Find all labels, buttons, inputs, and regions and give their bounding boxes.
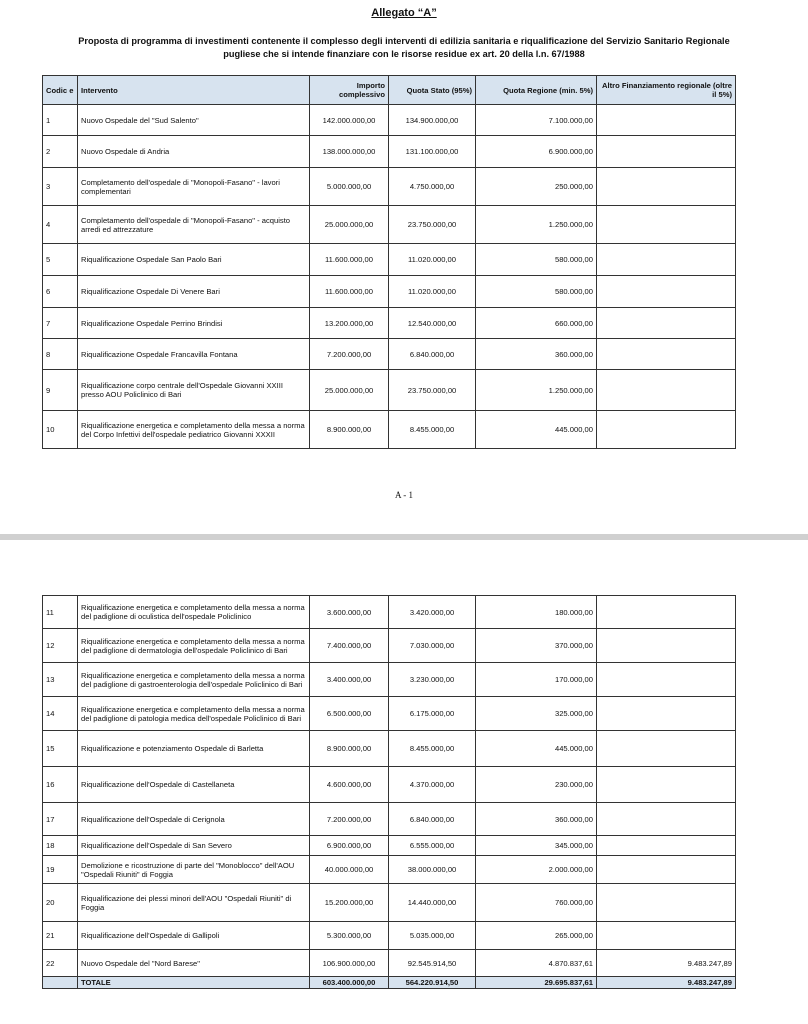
cell-importo: 15.200.000,00 bbox=[310, 884, 389, 922]
cell-total-importo: 603.400.000,00 bbox=[310, 977, 389, 989]
cell-quota-regione: 1.250.000,00 bbox=[476, 206, 597, 244]
cell-altro bbox=[597, 136, 736, 168]
table-row bbox=[43, 884, 736, 922]
subtitle-line-2: pugliese che si intende finanziare con le risorse residue ex art. 20 della l.n. 67/1988 bbox=[223, 49, 585, 59]
table-row bbox=[43, 836, 736, 856]
cell-codice: 4 bbox=[43, 206, 78, 244]
header-codice: Codic e bbox=[43, 76, 78, 105]
cell-codice: 12 bbox=[43, 629, 78, 663]
cell-quota-stato: 6.555.000,00 bbox=[389, 836, 476, 856]
cell-intervento: Riqualificazione Ospedale Di Venere Bari bbox=[78, 276, 310, 308]
total-row bbox=[43, 977, 736, 989]
cell-importo: 3.400.000,00 bbox=[310, 663, 389, 697]
table-row bbox=[43, 803, 736, 836]
table-row bbox=[43, 663, 736, 697]
cell-quota-regione: 7.100.000,00 bbox=[476, 105, 597, 136]
cell-altro bbox=[597, 731, 736, 767]
cell-altro bbox=[597, 105, 736, 136]
cell-quota-stato: 6.840.000,00 bbox=[389, 803, 476, 836]
cell-codice: 5 bbox=[43, 244, 78, 276]
cell-intervento: Riqualificazione energetica e completamento della messa a norma del padiglione di gastroenterologia dell'ospedale Policlinico di Bari bbox=[78, 663, 310, 697]
table-row bbox=[43, 856, 736, 884]
cell-intervento: Riqualificazione dei plessi minori dell'AOU "Ospedali Riuniti" di Foggia bbox=[78, 884, 310, 922]
cell-codice: 1 bbox=[43, 105, 78, 136]
cell-intervento: Nuovo Ospedale del "Sud Salento" bbox=[78, 105, 310, 136]
cell-quota-stato: 3.420.000,00 bbox=[389, 596, 476, 629]
cell-importo: 138.000.000,00 bbox=[310, 136, 389, 168]
cell-quota-stato: 11.020.000,00 bbox=[389, 276, 476, 308]
cell-intervento: Demolizione e ricostruzione di parte del "Monoblocco" dell'AOU "Ospedali Riuniti" di Foggia bbox=[78, 856, 310, 884]
cell-quota-stato: 5.035.000,00 bbox=[389, 922, 476, 950]
cell-importo: 40.000.000,00 bbox=[310, 856, 389, 884]
cell-codice: 20 bbox=[43, 884, 78, 922]
cell-importo: 6.900.000,00 bbox=[310, 836, 389, 856]
cell-quota-regione: 4.870.837,61 bbox=[476, 950, 597, 977]
cell-codice: 13 bbox=[43, 663, 78, 697]
cell-total-blank bbox=[43, 977, 78, 989]
page-number: A - 1 bbox=[395, 490, 413, 500]
cell-importo: 7.200.000,00 bbox=[310, 339, 389, 370]
cell-quota-regione: 2.000.000,00 bbox=[476, 856, 597, 884]
cell-quota-regione: 345.000,00 bbox=[476, 836, 597, 856]
cell-codice: 21 bbox=[43, 922, 78, 950]
cell-altro bbox=[597, 697, 736, 731]
cell-total-label: TOTALE bbox=[78, 977, 310, 989]
cell-altro bbox=[597, 244, 736, 276]
cell-quota-regione: 180.000,00 bbox=[476, 596, 597, 629]
cell-quota-stato: 4.370.000,00 bbox=[389, 767, 476, 803]
cell-intervento: Riqualificazione Ospedale Francavilla Fontana bbox=[78, 339, 310, 370]
table-row bbox=[43, 308, 736, 339]
cell-codice: 2 bbox=[43, 136, 78, 168]
cell-codice: 7 bbox=[43, 308, 78, 339]
cell-importo: 11.600.000,00 bbox=[310, 244, 389, 276]
table-row bbox=[43, 370, 736, 411]
cell-intervento: Riqualificazione Ospedale San Paolo Bari bbox=[78, 244, 310, 276]
cell-quota-stato: 131.100.000,00 bbox=[389, 136, 476, 168]
cell-quota-stato: 14.440.000,00 bbox=[389, 884, 476, 922]
cell-quota-regione: 760.000,00 bbox=[476, 884, 597, 922]
investment-table-page-2 bbox=[42, 595, 736, 989]
cell-quota-stato: 11.020.000,00 bbox=[389, 244, 476, 276]
cell-altro bbox=[597, 276, 736, 308]
cell-altro bbox=[597, 663, 736, 697]
cell-importo: 5.300.000,00 bbox=[310, 922, 389, 950]
cell-quota-stato: 6.175.000,00 bbox=[389, 697, 476, 731]
cell-quota-stato: 8.455.000,00 bbox=[389, 411, 476, 449]
cell-codice: 18 bbox=[43, 836, 78, 856]
cell-altro bbox=[597, 339, 736, 370]
table-row bbox=[43, 168, 736, 206]
cell-intervento: Completamento dell'ospedale di "Monopoli-Fasano" - lavori complementari bbox=[78, 168, 310, 206]
cell-importo: 25.000.000,00 bbox=[310, 370, 389, 411]
cell-altro bbox=[597, 856, 736, 884]
table-row bbox=[43, 276, 736, 308]
cell-altro bbox=[597, 767, 736, 803]
cell-codice: 8 bbox=[43, 339, 78, 370]
cell-importo: 13.200.000,00 bbox=[310, 308, 389, 339]
cell-quota-regione: 580.000,00 bbox=[476, 244, 597, 276]
cell-quota-regione: 580.000,00 bbox=[476, 276, 597, 308]
header-altro: Altro Finanziamento regionale (oltre il 5%) bbox=[597, 76, 736, 105]
cell-intervento: Riqualificazione dell'Ospedale di Gallipoli bbox=[78, 922, 310, 950]
header-quota-regione: Quota Regione (min. 5%) bbox=[476, 76, 597, 105]
cell-quota-stato: 7.030.000,00 bbox=[389, 629, 476, 663]
cell-intervento: Riqualificazione dell'Ospedale di San Severo bbox=[78, 836, 310, 856]
investment-table-page-1 bbox=[42, 75, 736, 449]
cell-intervento: Riqualificazione Ospedale Perrino Brindisi bbox=[78, 308, 310, 339]
cell-intervento: Completamento dell'ospedale di "Monopoli-Fasano" - acquisto arredi ed attrezzature bbox=[78, 206, 310, 244]
cell-altro bbox=[597, 922, 736, 950]
cell-quota-stato: 6.840.000,00 bbox=[389, 339, 476, 370]
cell-quota-regione: 660.000,00 bbox=[476, 308, 597, 339]
cell-total-quota-stato: 564.220.914,50 bbox=[389, 977, 476, 989]
cell-importo: 106.900.000,00 bbox=[310, 950, 389, 977]
cell-quota-stato: 8.455.000,00 bbox=[389, 731, 476, 767]
cell-intervento: Riqualificazione energetica e completamento della messa a norma del padiglione di patologia medica dell'ospedale Policlinico di Bari bbox=[78, 697, 310, 731]
cell-codice: 6 bbox=[43, 276, 78, 308]
cell-codice: 11 bbox=[43, 596, 78, 629]
cell-intervento: Riqualificazione corpo centrale dell'Ospedale Giovanni XXIII presso AOU Policlinico di Bari bbox=[78, 370, 310, 411]
table-row bbox=[43, 244, 736, 276]
cell-altro bbox=[597, 308, 736, 339]
table-row bbox=[43, 767, 736, 803]
cell-quota-regione: 1.250.000,00 bbox=[476, 370, 597, 411]
cell-intervento: Riqualificazione e potenziamento Ospedale di Barletta bbox=[78, 731, 310, 767]
table-row bbox=[43, 950, 736, 977]
cell-importo: 7.400.000,00 bbox=[310, 629, 389, 663]
cell-quota-regione: 370.000,00 bbox=[476, 629, 597, 663]
cell-altro bbox=[597, 629, 736, 663]
cell-quota-regione: 265.000,00 bbox=[476, 922, 597, 950]
cell-quota-stato: 38.000.000,00 bbox=[389, 856, 476, 884]
document-subtitle bbox=[40, 35, 768, 61]
cell-codice: 17 bbox=[43, 803, 78, 836]
header-quota-stato: Quota Stato (95%) bbox=[389, 76, 476, 105]
cell-importo: 6.500.000,00 bbox=[310, 697, 389, 731]
cell-quota-regione: 445.000,00 bbox=[476, 411, 597, 449]
cell-altro bbox=[597, 411, 736, 449]
header-intervento: Intervento bbox=[78, 76, 310, 105]
cell-quota-stato: 23.750.000,00 bbox=[389, 370, 476, 411]
cell-quota-regione: 230.000,00 bbox=[476, 767, 597, 803]
cell-intervento: Riqualificazione dell'Ospedale di Castellaneta bbox=[78, 767, 310, 803]
table-header-row bbox=[43, 76, 736, 105]
cell-intervento: Nuovo Ospedale di Andria bbox=[78, 136, 310, 168]
cell-importo: 8.900.000,00 bbox=[310, 731, 389, 767]
cell-importo: 4.600.000,00 bbox=[310, 767, 389, 803]
table-row bbox=[43, 731, 736, 767]
document-title: Allegato “A” bbox=[371, 7, 437, 19]
cell-total-altro: 9.483.247,89 bbox=[597, 977, 736, 989]
cell-quota-regione: 445.000,00 bbox=[476, 731, 597, 767]
table-row bbox=[43, 922, 736, 950]
table-row bbox=[43, 411, 736, 449]
table-row bbox=[43, 206, 736, 244]
cell-importo: 5.000.000,00 bbox=[310, 168, 389, 206]
cell-intervento: Riqualificazione energetica e completamento della messa a norma del Corpo Infettivi dell'ospedale pediatrico Giovanni XXXII bbox=[78, 411, 310, 449]
cell-codice: 19 bbox=[43, 856, 78, 884]
cell-codice: 14 bbox=[43, 697, 78, 731]
cell-codice: 16 bbox=[43, 767, 78, 803]
cell-intervento: Riqualificazione energetica e completamento della messa a norma del padiglione di oculistica dell'ospedale Policlinico bbox=[78, 596, 310, 629]
cell-quota-regione: 170.000,00 bbox=[476, 663, 597, 697]
cell-intervento: Nuovo Ospedale del "Nord Barese" bbox=[78, 950, 310, 977]
table-row bbox=[43, 596, 736, 629]
cell-quota-regione: 360.000,00 bbox=[476, 803, 597, 836]
table-row bbox=[43, 105, 736, 136]
cell-quota-regione: 325.000,00 bbox=[476, 697, 597, 731]
cell-altro bbox=[597, 836, 736, 856]
cell-importo: 3.600.000,00 bbox=[310, 596, 389, 629]
cell-altro bbox=[597, 168, 736, 206]
cell-quota-regione: 6.900.000,00 bbox=[476, 136, 597, 168]
cell-altro bbox=[597, 596, 736, 629]
subtitle-line-1: Proposta di programma di investimenti contenente il complesso degli interventi di edilizia sanitaria e riqualificazione del Servizio Sanitario Regionale bbox=[78, 36, 730, 46]
document-page-2 bbox=[0, 540, 808, 1024]
cell-importo: 8.900.000,00 bbox=[310, 411, 389, 449]
cell-quota-stato: 23.750.000,00 bbox=[389, 206, 476, 244]
cell-altro bbox=[597, 884, 736, 922]
cell-quota-regione: 250.000,00 bbox=[476, 168, 597, 206]
table-row bbox=[43, 136, 736, 168]
cell-intervento: Riqualificazione dell'Ospedale di Cerignola bbox=[78, 803, 310, 836]
table-row bbox=[43, 697, 736, 731]
cell-codice: 3 bbox=[43, 168, 78, 206]
cell-total-quota-regione: 29.695.837,61 bbox=[476, 977, 597, 989]
cell-codice: 9 bbox=[43, 370, 78, 411]
cell-altro: 9.483.247,89 bbox=[597, 950, 736, 977]
cell-quota-stato: 4.750.000,00 bbox=[389, 168, 476, 206]
cell-importo: 11.600.000,00 bbox=[310, 276, 389, 308]
cell-importo: 25.000.000,00 bbox=[310, 206, 389, 244]
cell-codice: 10 bbox=[43, 411, 78, 449]
cell-importo: 7.200.000,00 bbox=[310, 803, 389, 836]
cell-altro bbox=[597, 370, 736, 411]
header-importo: Importo complessivo bbox=[310, 76, 389, 105]
table-row bbox=[43, 339, 736, 370]
cell-intervento: Riqualificazione energetica e completamento della messa a norma del padiglione di dermatologia dell'ospedale Policlinico di Bari bbox=[78, 629, 310, 663]
cell-quota-stato: 12.540.000,00 bbox=[389, 308, 476, 339]
cell-quota-stato: 134.900.000,00 bbox=[389, 105, 476, 136]
cell-quota-stato: 3.230.000,00 bbox=[389, 663, 476, 697]
cell-codice: 22 bbox=[43, 950, 78, 977]
cell-quota-regione: 360.000,00 bbox=[476, 339, 597, 370]
cell-altro bbox=[597, 803, 736, 836]
cell-altro bbox=[597, 206, 736, 244]
cell-codice: 15 bbox=[43, 731, 78, 767]
cell-quota-stato: 92.545.914,50 bbox=[389, 950, 476, 977]
table-row bbox=[43, 629, 736, 663]
cell-importo: 142.000.000,00 bbox=[310, 105, 389, 136]
